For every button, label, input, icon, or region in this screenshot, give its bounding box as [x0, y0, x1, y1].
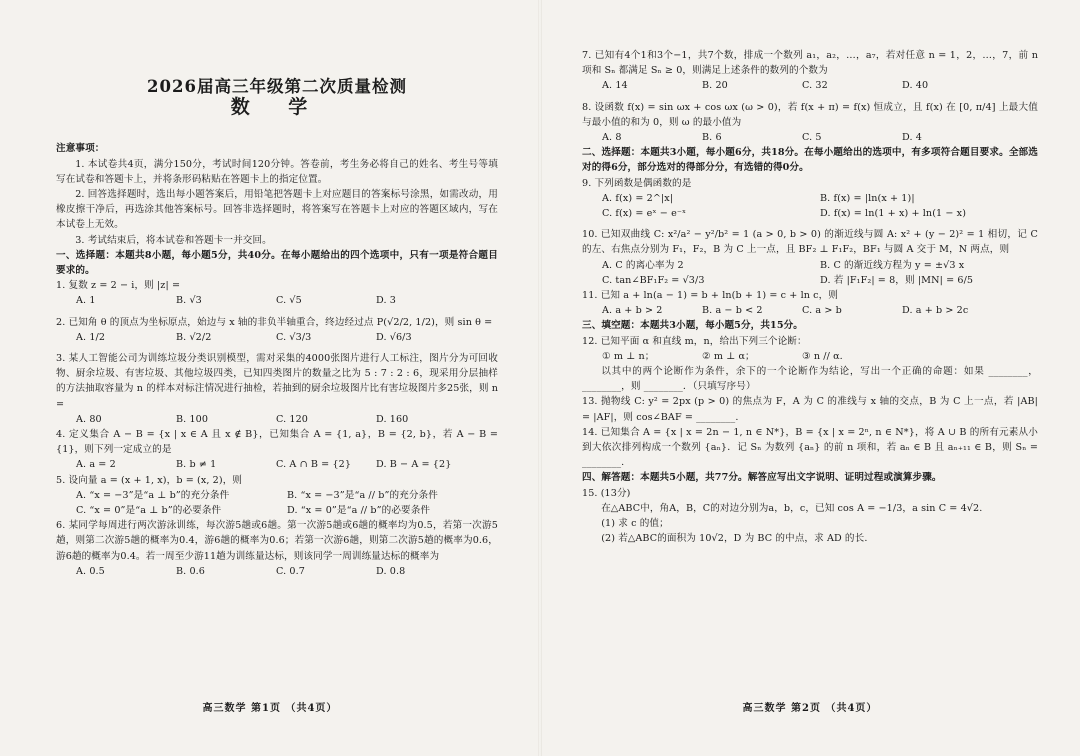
question-7-stem: 7. 已知有4个1和3个−1，共7个数，排成一个数列 a₁，a₂，…，a₇，若对任意 n = 1，2，…，7，前 n 项和 Sₙ 都满足 Sₙ ≥ 0，则满足上述条件的数列的个数为: [582, 50, 1038, 77]
question-9-stem: 9. 下列函数是偶函数的是: [582, 177, 692, 189]
option: B. b ≠ 1: [176, 459, 217, 471]
question-14-stem: 14. 已知集合 A = {x | x = 2n − 1, n ∈ N*}，B = {x | x = 2ⁿ, n ∈ N*}，将 A ∪ B 的所有元素从小到大依次排列构成一个数列 {aₙ}．记 Sₙ 为数列 {aₙ} 的前 n 项和，若 aₙ ∈ B 且 aₙ₊₁₁ ∈ B，则 Sₙ = ________.: [582, 426, 1038, 469]
question-2-stem: 2. 已知角 θ 的顶点为坐标原点，始边与 x 轴的非负半轴重合，终边经过点 P(√2/2, 1/2)，则 sin θ =: [56, 316, 493, 328]
statement: ② m ⊥ α；: [702, 350, 755, 362]
option: D. f(x) = ln(1 + x) + ln(1 − x): [820, 208, 967, 220]
exam-title: 2026届高三年级第二次质量检测: [147, 77, 407, 96]
option: B. a − b < 2: [702, 305, 763, 317]
option: C. 0.7: [276, 565, 305, 577]
section-heading-1: 一、选择题：本题共8小题，每小题5分，共40分。在每小题给出的四个选项中，只有一项是符合题目要求的。: [56, 249, 498, 277]
option: A. “x = −3”是“a ⊥ b”的充分条件: [76, 489, 230, 501]
option: C. “x = 0”是“a ⊥ b”的必要条件: [76, 505, 222, 517]
section-heading-4: 四、解答题：本题共5小题，共77分。解答应写出文字说明、证明过程或演算步骤。: [582, 472, 942, 484]
question-13-stem: 13. 抛物线 C: y² = 2px (p > 0) 的焦点为 F，A 为 C 的准线与 x 轴的交点，B 为 C 上一点，若 |AB| = |AF|，则 cos∠BAF = ________.: [582, 396, 1038, 423]
option: B. √3: [176, 295, 202, 307]
option: B. 20: [702, 80, 728, 92]
option: D. 0.8: [376, 565, 406, 577]
option: C. f(x) = eˣ − e⁻ˣ: [602, 208, 687, 220]
option: B. 6: [702, 132, 722, 144]
question-7-options: [582, 78, 1038, 93]
question-12-statements: [582, 349, 1038, 364]
option: C. 120: [276, 413, 309, 425]
option: D. 4: [902, 132, 922, 144]
option: C. √5: [276, 295, 302, 307]
option: D. √6/3: [376, 331, 412, 343]
option: D. 若 |F₁F₂| = 8，则 |MN| = 6/5: [820, 274, 974, 286]
question-12-tail: 以其中的两个论断作为条件，余下的一个论断作为结论，写出一个正确的命题：如果 ________，________，则 ________．（只填写序号）: [582, 366, 1038, 393]
page-footer: 高三数学 第2页 （共4页）: [742, 702, 878, 714]
question-11-options: [582, 303, 1038, 318]
option: A. 14: [602, 80, 628, 92]
option: B. 0.6: [176, 565, 206, 577]
question-3-options: [56, 412, 498, 427]
option: B. √2/2: [176, 331, 212, 343]
page-footer: 高三数学 第1页 （共4页）: [202, 702, 338, 714]
question-11-stem: 11. 已知 a + ln(a − 1) = b + ln(b + 1) = c + ln c，则: [582, 290, 839, 302]
option: C. tan∠BF₁F₂ = √3/3: [602, 274, 705, 286]
option: A. a + b > 2: [602, 305, 663, 317]
question-8-options: [582, 130, 1038, 145]
question-15-part-2: (2) 若△ABC的面积为 10√2，D 为 BC 的中点，求 AD 的长.: [601, 533, 868, 545]
option: A. 0.5: [76, 565, 105, 577]
question-5-options-row-2: [56, 503, 498, 518]
question-1-stem: 1. 复数 z = 2 − i，则 |z| =: [56, 280, 181, 292]
option: A. 80: [76, 413, 102, 425]
question-9-options-row-2: [582, 206, 1038, 221]
question-4-stem: 4. 定义集合 A − B = {x | x ∈ A 且 x ∉ B}，已知集合 A = {1, a}，B = {2, b}，若 A − B = {1}，则下列一定成立的是: [56, 429, 498, 456]
option: A. C 的离心率为 2: [602, 259, 684, 271]
section-heading-2: 二、选择题：本题共3小题，每小题6分，共18分。在每小题给出的选项中，有多项符合题目要求。全部选对的得6分，部分选对的得部分分，有选错的得0分。: [582, 147, 1038, 174]
section-heading-3: 三、填空题：本题共3小题，每小题5分，共15分。: [582, 320, 803, 332]
option: C. 5: [802, 132, 822, 144]
note-item: 2. 回答选择题时，选出每小题答案后，用铅笔把答题卡上对应题目的答案标号涂黑，如需改动，用橡皮擦干净后，再选涂其他答案标号。回答非选择题时，将答案写在答题卡上对应的答题区域内，写在本试卷上无效。: [56, 189, 498, 231]
statement: ① m ⊥ n；: [602, 350, 655, 362]
note-item: 3. 考试结束后，将本试卷和答题卡一并交回。: [75, 234, 272, 246]
option: C. √3/3: [276, 331, 312, 343]
option: B. f(x) = |ln(x + 1)|: [820, 192, 915, 204]
option: B. 100: [176, 413, 209, 425]
option: D. 160: [376, 413, 409, 425]
question-2-options: [56, 330, 498, 345]
note-item: 1. 本试卷共4页，满分150分，考试时间120分钟。答卷前，考生务必将自己的姓名、考生号等填写在试卷和答题卡上，并将条形码粘贴在答题卡上的指定位置。: [56, 158, 498, 185]
option: D. a + b > 2c: [902, 305, 969, 317]
option: A. 1/2: [76, 331, 106, 343]
question-5-stem: 5. 设向量 a = (x + 1, x)，b = (x, 2)，则: [56, 474, 243, 486]
question-9-options-row-1: [582, 191, 1038, 206]
option: D. 40: [902, 80, 929, 92]
question-3-stem: 3. 某人工智能公司为训练垃圾分类识别模型，需对采集的4000张图片进行人工标注，图片分为可回收物、厨余垃圾、有害垃圾、其他垃圾四类，已知四类图片的数量之比为 5 : 7 : 2 : 6，现采用分层抽样的方法抽取容量为 n 的样本对标注情况进行抽检，若抽到的厨余垃圾图片比有害垃圾图片多25张，则 n =: [56, 353, 498, 410]
question-15-heading: 15. (13分): [582, 487, 631, 499]
question-15-stem: 在△ABC中，角A，B，C的对边分别为a，b，c，已知 cos A = −1/3，a sin C = 4√2.: [601, 502, 983, 514]
option: A. 8: [602, 132, 622, 144]
option: A. f(x) = 2^|x|: [602, 192, 674, 204]
option: D. “x = 0”是“a // b”的必要条件: [287, 505, 431, 517]
question-15-part-1: (1) 求 c 的值；: [601, 518, 669, 530]
notes-heading: 注意事项：: [56, 143, 105, 155]
question-1-options: [56, 293, 498, 308]
option: A. 1: [76, 295, 96, 307]
option: C. A ∩ B = {2}: [276, 459, 352, 471]
question-5-options-row-1: [56, 488, 498, 503]
question-4-options: [56, 457, 498, 472]
option: B. C 的渐近线方程为 y = ±√3 x: [820, 259, 965, 271]
question-12-stem: 12. 已知平面 α 和直线 m，n，给出下列三个论断：: [582, 335, 807, 347]
option: C. 32: [802, 80, 828, 92]
option: B. “x = −3”是“a // b”的充分条件: [287, 489, 438, 501]
option: C. a > b: [802, 305, 842, 317]
question-6-options: [56, 564, 498, 579]
question-8-stem: 8. 设函数 f(x) = sin ωx + cos ωx (ω > 0)，若 f(x + π) = f(x) 恒成立，且 f(x) 在 [0, π/4] 上最大值与最小值的和为 0，则 ω 的最小值为: [582, 101, 1038, 128]
option: A. a = 2: [76, 459, 116, 471]
exam-subject: 数 学: [230, 96, 324, 119]
question-10-stem: 10. 已知双曲线 C: x²/a² − y²/b² = 1 (a > 0, b > 0) 的渐近线与圆 A: x² + (y − 2)² = 1 相切，记 C 的左、右焦点分别为 F₁，F₂，B 为 C 上一点，且 BF₂ ⊥ F₁F₂，BF₁ 与圆 A 交于 M，N 两点，则: [582, 229, 1038, 256]
exam-page-2: [540, 0, 1080, 756]
question-10-options-row-2: [582, 273, 1038, 288]
option: D. 3: [376, 295, 396, 307]
option: D. B − A = {2}: [376, 459, 452, 471]
question-6-stem: 6. 某同学每周进行两次游泳训练，每次游5趟或6趟。第一次游5趟或6趟的概率均为0.5，若第一次游5趟，则第二次游5趟的概率为0.4，游6趟的概率为0.6；若第一次游6趟，则第二次游5趟的概率为0.6，游6趟的概率为0.4。若一周至少游11趟为训练量达标，则该同学一周训练量达标的概率为: [56, 520, 498, 562]
statement: ③ n // α.: [802, 350, 843, 362]
question-10-options-row-1: [582, 258, 1038, 273]
